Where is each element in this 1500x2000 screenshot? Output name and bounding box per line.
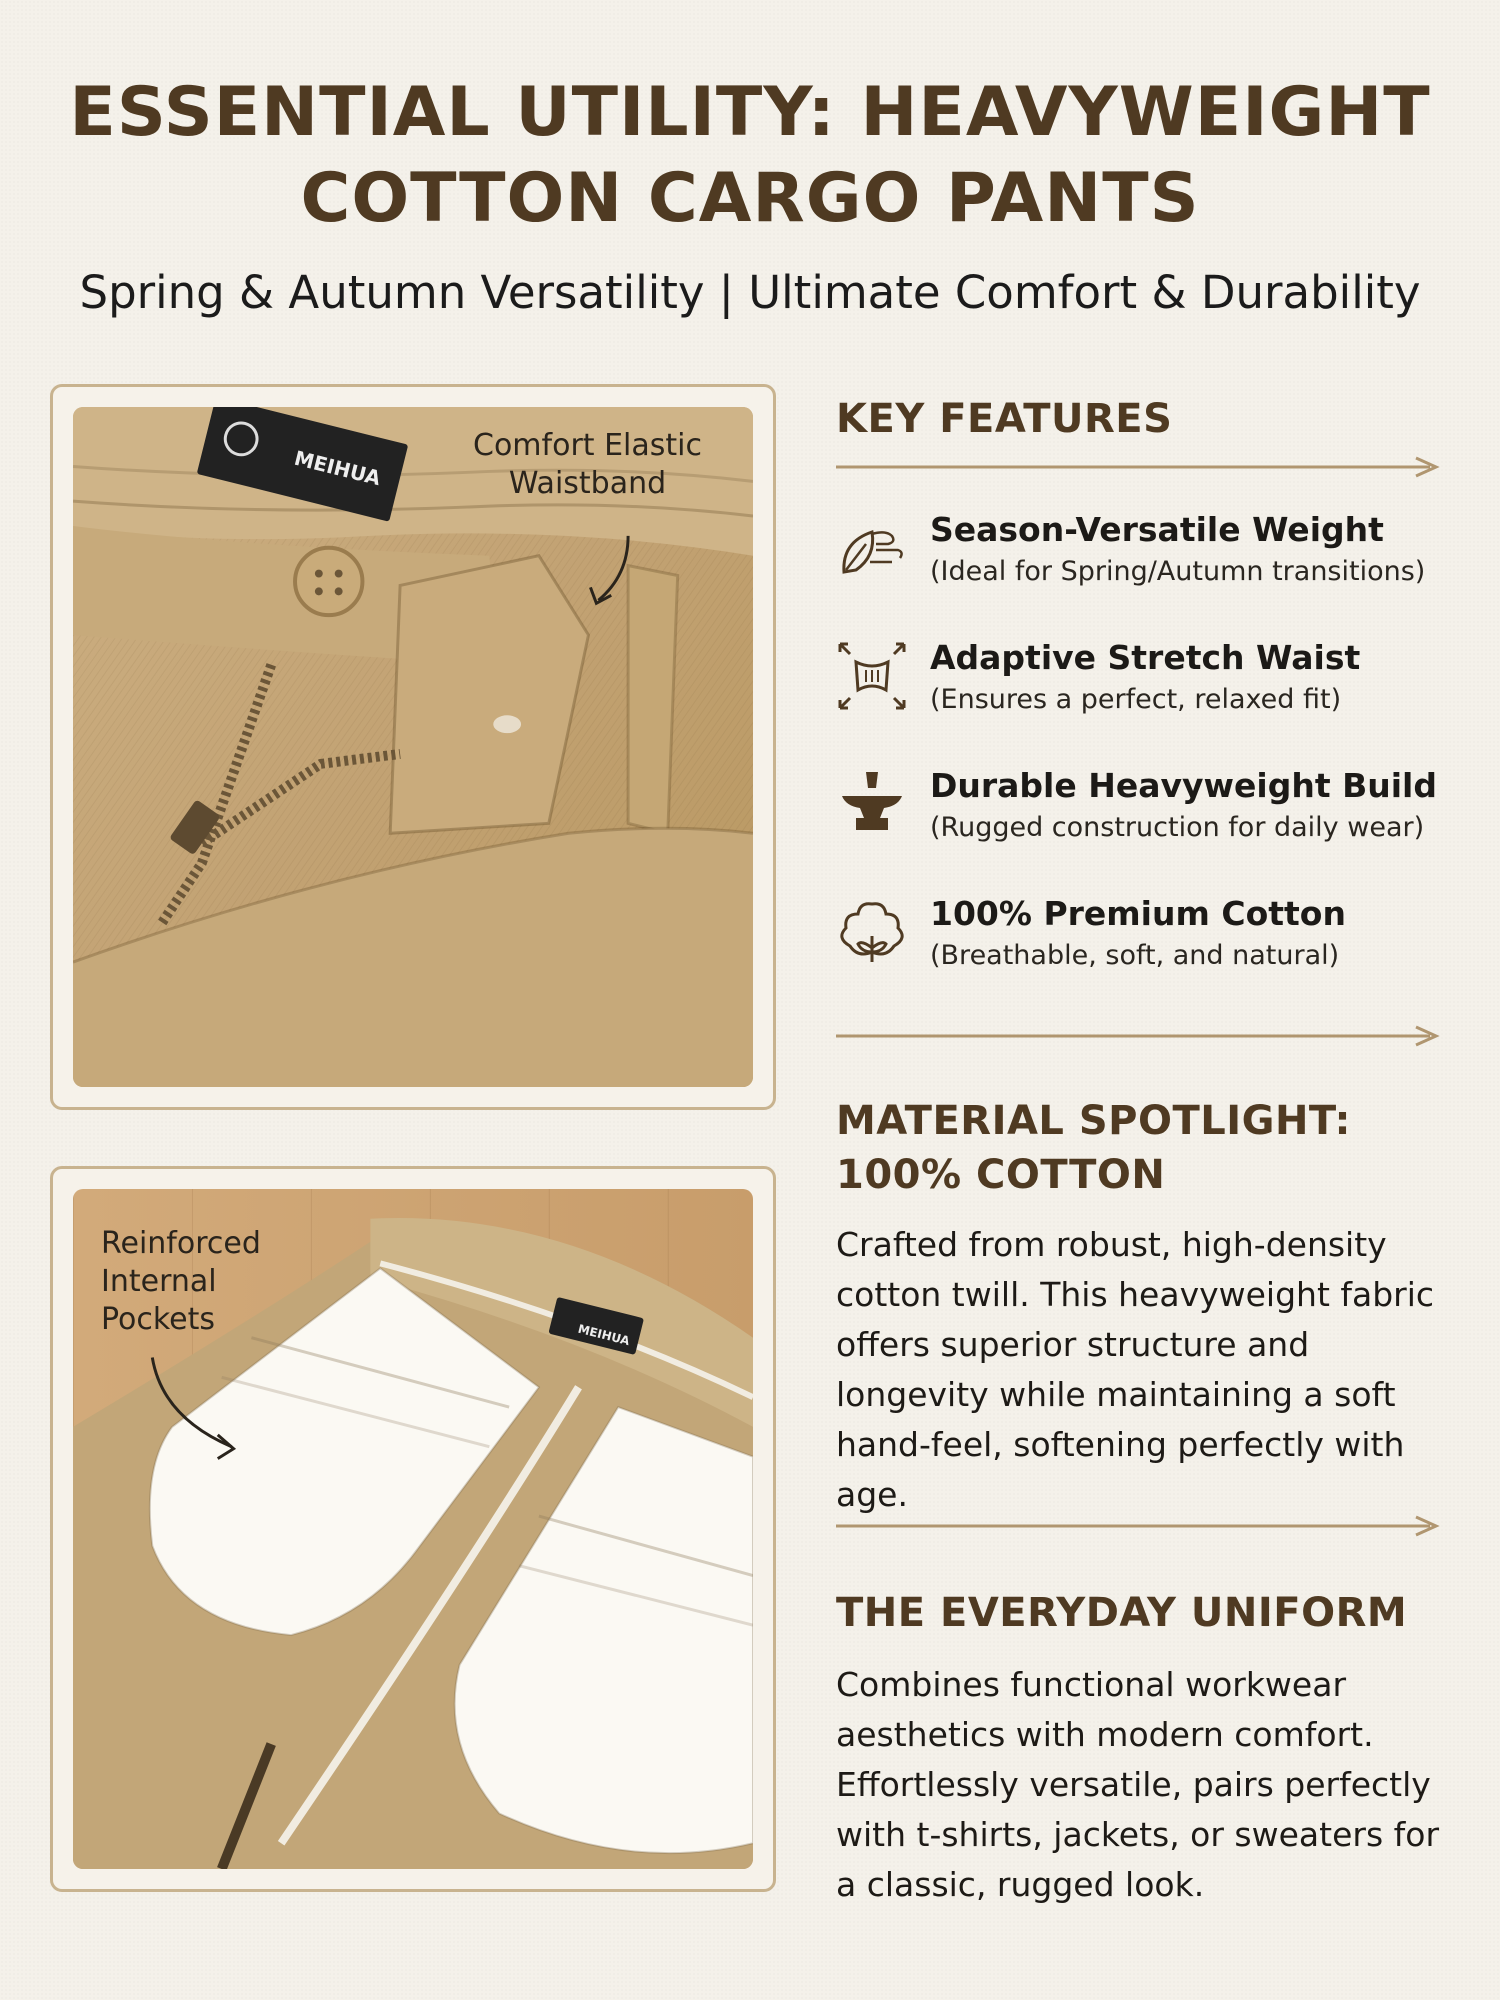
- feature-desc: (Breathable, soft, and natural): [930, 940, 1340, 971]
- uniform-body-line: a classic, rugged look.: [836, 1865, 1205, 1904]
- waistband-illustration: [73, 407, 753, 1087]
- waistband-photo-frame: [50, 384, 776, 1110]
- uniform-body-line: Combines functional workwear: [836, 1665, 1347, 1704]
- uniform-body-line: aesthetics with modern comfort.: [836, 1715, 1374, 1754]
- pockets-label-brand: MEIHUA: [576, 1321, 632, 1349]
- material-body-line: longevity while maintaining a soft: [836, 1375, 1396, 1414]
- material-heading-line-2: 100% COTTON: [836, 1152, 1166, 1198]
- uniform-body: [836, 1660, 1446, 1910]
- cotton-boll-icon: [836, 896, 908, 968]
- material-heading-line-1: MATERIAL SPOTLIGHT:: [836, 1098, 1352, 1144]
- leaf-wind-icon: [836, 512, 908, 584]
- waistband-label-brand: MEIHUA: [291, 446, 383, 491]
- divider-arrow-icon: [836, 1024, 1442, 1048]
- title-line-1: ESSENTIAL UTILITY: HEAVYWEIGHT: [69, 73, 1431, 152]
- material-body-line: hand-feel, softening perfectly with age.: [836, 1425, 1405, 1514]
- page-subtitle: Spring & Autumn Versatility | Ultimate Comfort & Durability: [79, 266, 1421, 319]
- feature-name: Durable Heavyweight Build: [930, 766, 1437, 805]
- material-body-line: offers superior structure and: [836, 1325, 1310, 1364]
- stretch-arrows-icon: [836, 640, 908, 712]
- uniform-body-line: with t-shirts, jackets, or sweaters for: [836, 1815, 1440, 1854]
- material-body-line: Crafted from robust, high-density: [836, 1225, 1387, 1264]
- everyday-uniform-heading: THE EVERYDAY UNIFORM: [836, 1590, 1408, 1636]
- key-features-heading: KEY FEATURES: [836, 396, 1173, 442]
- pockets-photo-frame: [50, 1166, 776, 1892]
- feature-desc: (Ideal for Spring/Autumn transitions): [930, 556, 1426, 587]
- material-body-line: cotton twill. This heavyweight fabric: [836, 1275, 1435, 1314]
- feature-season-versatile: [836, 510, 1446, 600]
- feature-name: 100% Premium Cotton: [930, 894, 1346, 933]
- divider-arrow-icon: [836, 1514, 1442, 1538]
- feature-name: Season-Versatile Weight: [930, 510, 1384, 549]
- feature-desc: (Rugged construction for daily wear): [930, 812, 1425, 843]
- material-spotlight-heading: [836, 1094, 1446, 1202]
- feature-name: Adaptive Stretch Waist: [930, 638, 1361, 677]
- divider-arrow-icon: [836, 455, 1442, 479]
- anvil-icon: [836, 768, 908, 840]
- pockets-callout: Reinforced Internal Pockets: [101, 1226, 261, 1337]
- material-body: [836, 1220, 1446, 1520]
- feature-durable-build: [836, 766, 1446, 856]
- feature-adaptive-stretch: [836, 638, 1446, 728]
- page-title: [0, 70, 1500, 242]
- waistband-callout: Comfort Elastic Waistband: [473, 428, 702, 501]
- waistband-photo: [73, 407, 753, 1087]
- feature-desc: (Ensures a perfect, relaxed fit): [930, 684, 1342, 715]
- title-line-2: COTTON CARGO PANTS: [300, 159, 1200, 238]
- uniform-body-line: Effortlessly versatile, pairs perfectly: [836, 1765, 1431, 1804]
- feature-premium-cotton: [836, 894, 1446, 984]
